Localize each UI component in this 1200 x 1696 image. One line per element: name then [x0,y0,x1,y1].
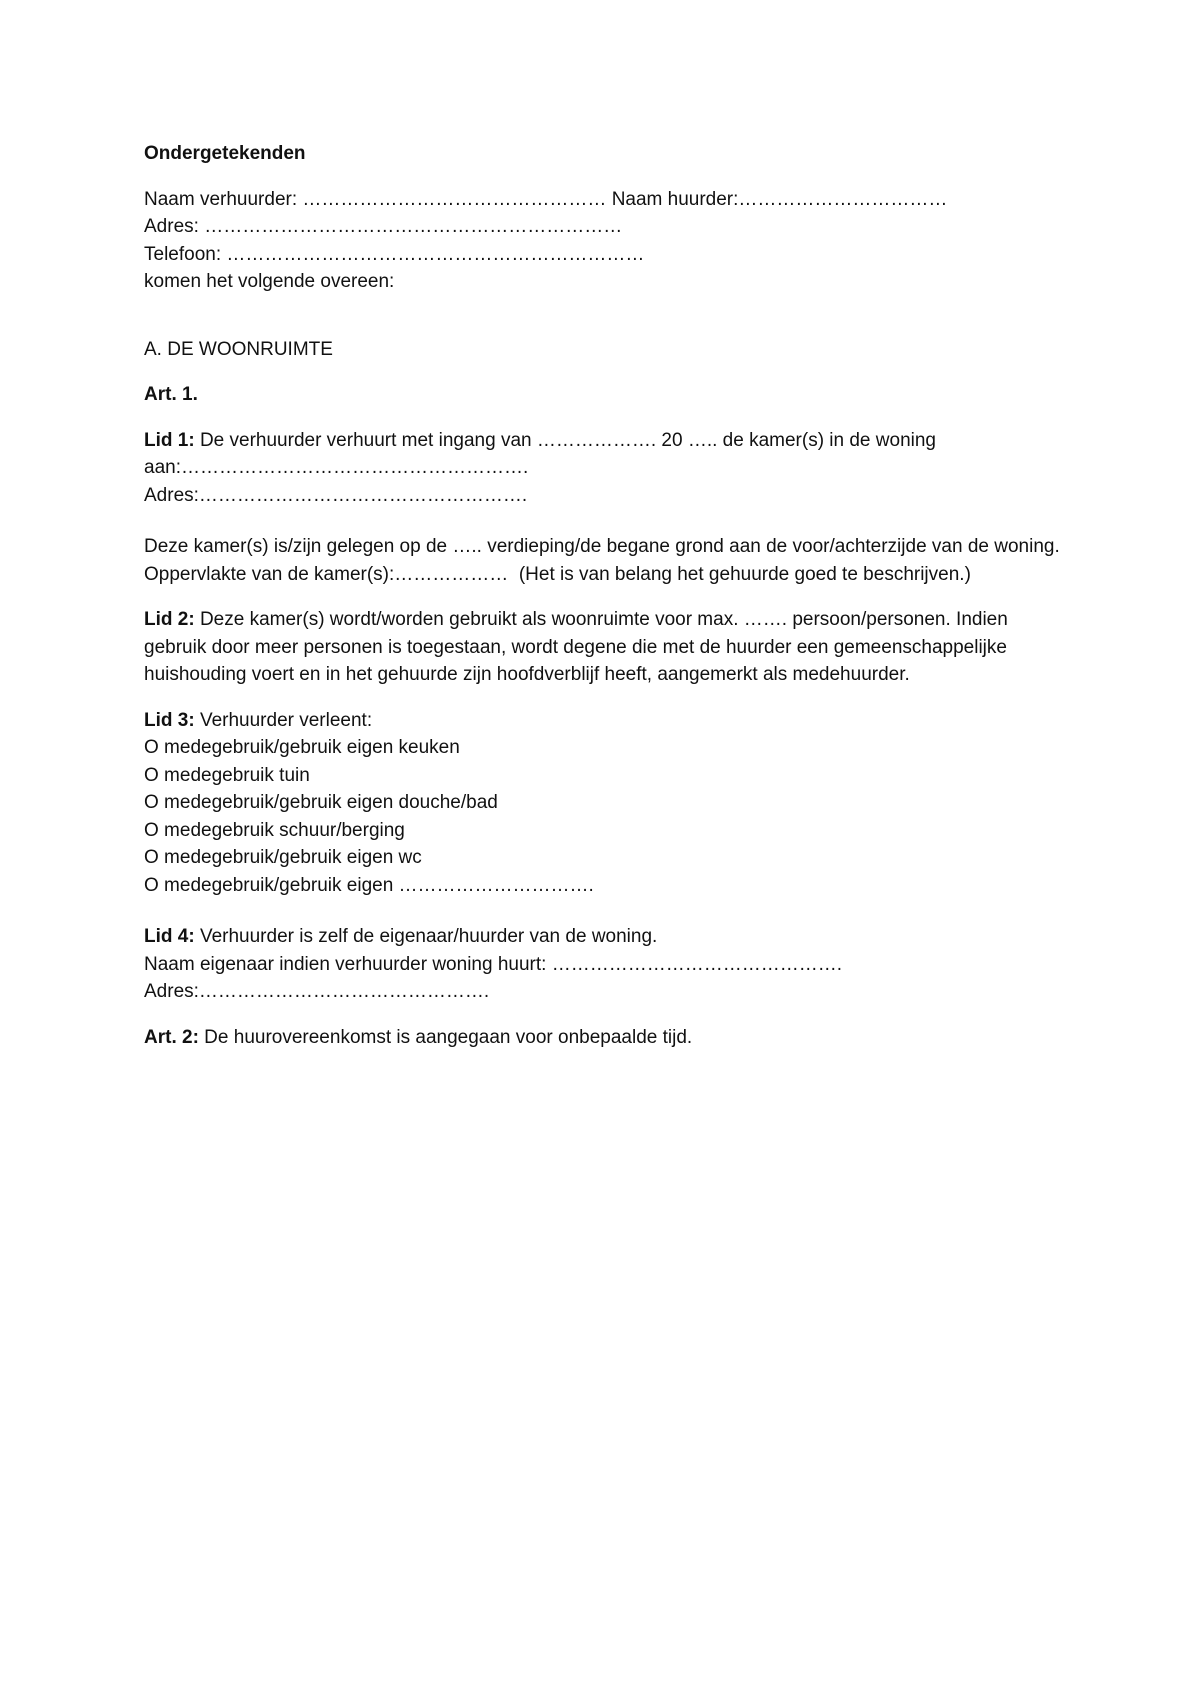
lid-2-text: Deze kamer(s) wordt/worden gebruikt als woonruimte voor max. ……. persoon/personen. Indien gebruik door meer personen is toegestaan, wordt degene die met de huurder een gemeenschappelijke huishouding voert en in het gehuurde zijn hoofdverblijf heeft, aangemerkt als medehuurder. [144,609,1008,685]
agreement-intro: komen het volgende overeen: [144,271,395,292]
lid-4-label: Lid 4: [144,926,195,947]
lid-3-intro [144,707,1064,735]
lid-3-option: O medegebruik/gebruik eigen …………………………. [144,874,594,896]
document-heading: Ondergetekenden [144,143,306,164]
spacer [144,296,1064,336]
lid-2-paragraph [144,606,1064,689]
lid-1-address-line: Adres:……………………………………………. [144,484,528,506]
document-page [144,140,1064,1051]
lid-3-option: O medegebruik schuur/berging [144,819,405,841]
lid-1-text: De verhuurder verhuurt met ingang van ………………. 20 ….. de kamer(s) in de woning [194,429,936,451]
lid-1-label: Lid 1: [144,429,195,451]
lid-3-text: Verhuurder verleent: [194,709,373,731]
article-2-paragraph [144,1024,1064,1052]
article-2-text: De huurovereenkomst is aangegaan voor onbepaalde tijd. [198,1026,693,1048]
lid-3-option: O medegebruik/gebruik eigen douche/bad [144,792,498,813]
landlord-name-label: Naam verhuurder: [144,188,298,210]
spacer [144,899,1064,923]
owner-name-line: Naam eigenaar indien verhuurder woning huurt: ………………………………………. [144,953,842,975]
address-line [144,213,1064,241]
lid-4-text: Verhuurder is zelf de eigenaar/huurder van de woning. [194,926,658,947]
spacer [144,689,1064,707]
room-area-line: Oppervlakte van de kamer(s):……………… (Het is van belang het gehuurde goed te beschrijven.) [144,563,971,585]
landlord-name-field: ………………………………………… [297,188,612,210]
phone-label: Telefoon: [144,243,222,265]
lid-3-option: O medegebruik tuin [144,764,310,786]
room-location-paragraph: Deze kamer(s) is/zijn gelegen op de ….. verdieping/de begane grond aan de voor/achterzijde van de woning. [144,536,1060,557]
article-2-label: Art. 2: [144,1026,199,1048]
spacer [144,588,1064,606]
lid-3-option: O medegebruik/gebruik eigen keuken [144,737,460,758]
lid-1-aan-line: aan:………………………………………………. [144,457,529,478]
address-field: ………………………………………………………… [198,216,623,237]
spacer [144,168,1064,186]
lid-1-paragraph [144,427,1064,455]
owner-address-line: Adres:………………………………………. [144,981,490,1002]
lid-2-label: Lid 2: [144,609,195,630]
address-label: Adres: [144,216,199,237]
spacer [144,509,1064,533]
phone-line [144,241,1064,269]
tenant-name-field: …………………………… [738,188,948,210]
section-a-title: A. DE WOONRUIMTE [144,338,333,360]
spacer [144,409,1064,427]
lid-3-label: Lid 3: [144,709,195,731]
phone-field: ………………………………………………………… [221,243,645,265]
party-names-line [144,186,1064,214]
article-1-title: Art. 1. [144,384,198,405]
tenant-name-label: Naam huurder: [611,188,739,210]
lid-4-intro [144,923,1064,951]
spacer [144,1006,1064,1024]
spacer [144,363,1064,381]
lid-3-option: O medegebruik/gebruik eigen wc [144,847,422,868]
